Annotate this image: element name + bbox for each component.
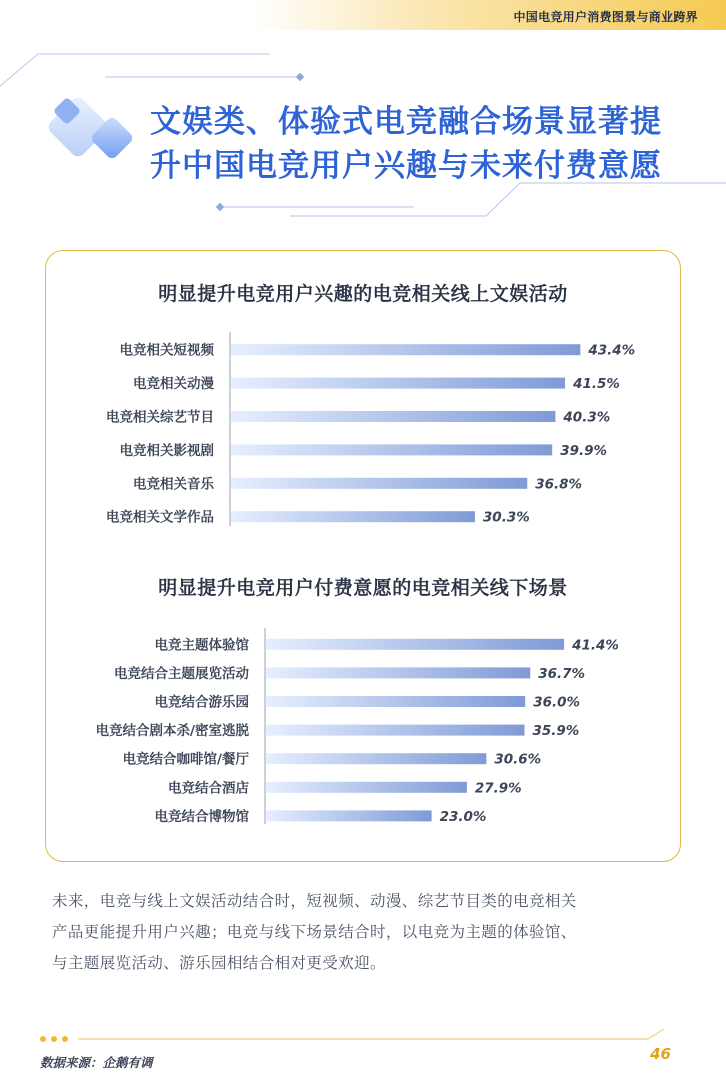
bar: [266, 696, 525, 707]
category-label: 电竞结合酒店: [168, 780, 249, 797]
value-label: 36.7%: [538, 665, 586, 682]
value-label: 27.9%: [474, 780, 522, 797]
category-label: 电竞相关影视剧: [119, 442, 214, 459]
title-line-1: 文娱类、体验式电竞融合场景显著提: [150, 104, 662, 140]
bar: [266, 725, 524, 736]
bar: [231, 378, 565, 389]
value-label: 30.3%: [482, 509, 530, 526]
title-line-2: 升中国电竞用户兴趣与未来付费意愿: [150, 148, 662, 184]
bar: [231, 478, 527, 489]
dot: [51, 1036, 57, 1042]
value-label: 41.4%: [572, 637, 619, 654]
value-label: 23.0%: [439, 808, 487, 825]
offline-scenes-bar-chart: [0, 628, 726, 828]
bar: [231, 411, 555, 422]
chart-2-title: 明显提升电竞用户付费意愿的电竞相关线下场景: [158, 577, 568, 599]
bar: [266, 782, 467, 793]
dot: [62, 1036, 68, 1042]
bar: [231, 444, 552, 455]
footer-dots: [40, 1036, 68, 1042]
category-label: 电竞相关文学作品: [106, 509, 214, 526]
category-label: 电竞相关短视频: [119, 342, 214, 359]
bar: [266, 667, 530, 678]
value-label: 41.5%: [573, 376, 620, 393]
bar: [266, 753, 486, 764]
banner-text: 中国电竞用户消费图景与商业跨界: [513, 10, 698, 24]
value-label: 30.6%: [494, 751, 542, 768]
chart-1-title: 明显提升电竞用户兴趣的电竞相关线上文娱活动: [158, 283, 568, 305]
data-source: 数据来源：企鹅有调: [40, 1055, 153, 1070]
category-label: 电竞结合剧本杀/密室逃脱: [95, 723, 249, 740]
conclusion-line-1: 未来，电竞与线上文娱活动结合时，短视频、动漫、综艺节目类的电竞相关: [52, 892, 577, 910]
category-label: 电竞相关音乐: [133, 476, 214, 493]
conclusion-line-2: 产品更能提升用户兴趣；电竞与线下场景结合时，以电竞为主题的体验馆、: [52, 923, 577, 941]
value-label: 40.3%: [563, 409, 611, 426]
bar: [266, 810, 432, 821]
bar: [231, 511, 475, 522]
category-label: 电竞结合主题展览活动: [114, 665, 249, 682]
logo-squares-icon: [45, 94, 134, 160]
bar: [266, 639, 564, 650]
online-activities-bar-chart: [0, 332, 726, 542]
page-title: [150, 100, 710, 188]
category-label: 电竞结合游乐园: [154, 694, 249, 711]
value-label: 36.0%: [533, 694, 581, 711]
category-label: 电竞结合博物馆: [154, 808, 249, 825]
category-label: 电竞相关动漫: [133, 376, 214, 393]
category-label: 电竞结合咖啡馆/餐厅: [122, 751, 249, 768]
value-label: 36.8%: [535, 476, 583, 493]
dot: [40, 1036, 46, 1042]
category-label: 电竞主题体验馆: [154, 637, 249, 654]
conclusion-line-3: 与主题展览活动、游乐园相结合相对更受欢迎。: [52, 954, 386, 972]
category-label: 电竞相关综艺节目: [106, 409, 214, 426]
value-label: 39.9%: [560, 442, 608, 459]
bar: [231, 344, 580, 355]
page-number: 46: [650, 1045, 671, 1063]
conclusion-text: [52, 886, 682, 979]
value-label: 35.9%: [532, 723, 580, 740]
value-label: 43.4%: [588, 342, 636, 359]
